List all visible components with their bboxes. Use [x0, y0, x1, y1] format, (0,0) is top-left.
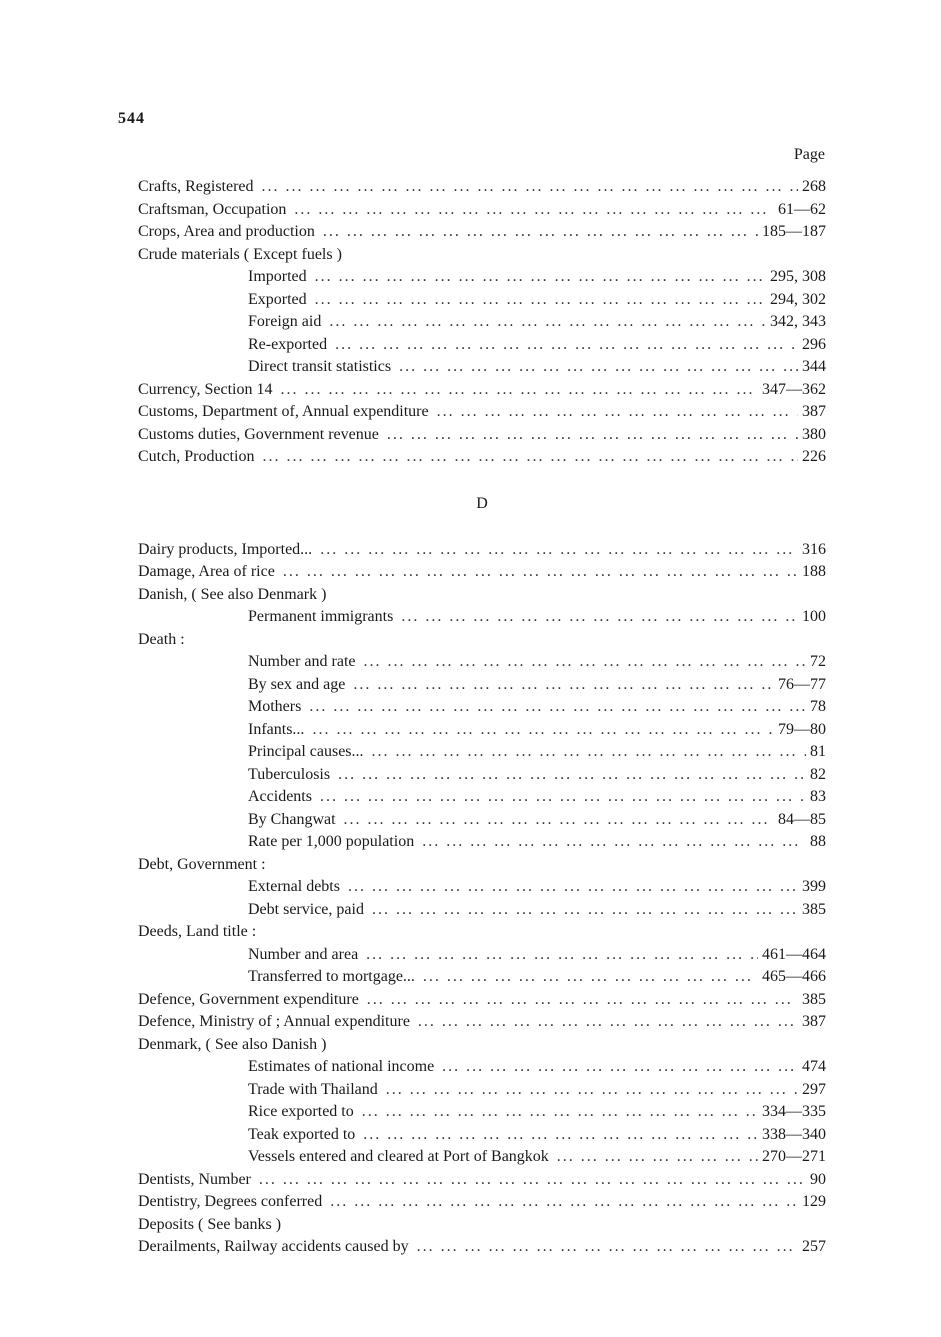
entry-label: Number and rate: [248, 653, 356, 670]
index-entry: [138, 1011, 826, 1034]
entry-page: 297: [802, 1080, 826, 1098]
dot-leader: [329, 311, 766, 334]
entry-label: Foreign aid: [248, 313, 322, 330]
index-subentry: [138, 831, 826, 854]
entry-page: 79—80: [778, 720, 826, 738]
dot-leader: [372, 741, 806, 764]
dot-leader: [437, 401, 798, 424]
entry-label: Rice exported to: [248, 1103, 354, 1120]
entry-label: Exported: [248, 290, 307, 308]
dot-leader: [399, 356, 798, 379]
index-subentry: [138, 356, 826, 379]
entry-page: 83: [810, 788, 826, 805]
index-subentry: [138, 289, 826, 312]
index-subentry: [138, 741, 826, 764]
entry-label: Dairy products, Imported...: [138, 540, 313, 558]
entry-label: By sex and age: [248, 675, 346, 693]
entry-page: 61—62: [778, 200, 826, 218]
dot-leader: [362, 1101, 758, 1124]
index-entry: [138, 221, 826, 244]
entry-page: 76—77: [778, 675, 826, 693]
dot-leader: [262, 176, 798, 199]
index-subentry: [138, 334, 826, 357]
dot-leader: [418, 1011, 798, 1034]
dot-leader: [338, 764, 806, 787]
entry-page: 380: [802, 425, 826, 443]
index-entry: [138, 1236, 826, 1259]
entry-label: Dentistry, Degrees conferred: [138, 1193, 323, 1210]
index-subentry: [138, 786, 826, 809]
index-subentry: [138, 696, 826, 719]
index-entry: [138, 1191, 826, 1214]
entry-page: 344: [802, 358, 826, 375]
index-entry: [138, 401, 826, 424]
entry-page: 90: [810, 1170, 826, 1188]
dot-leader: [372, 899, 798, 922]
dot-leader: [312, 719, 774, 742]
section-d: [138, 539, 826, 1259]
index-subentry: [138, 674, 826, 697]
index-heading: Death :: [138, 630, 185, 648]
index-subentry: [138, 1056, 826, 1079]
index-subentry: [138, 311, 826, 334]
entry-label: Customs duties, Government revenue: [138, 425, 379, 443]
entry-page: 72: [810, 653, 826, 670]
dot-leader: [348, 876, 798, 899]
index-entry: [138, 989, 826, 1012]
dot-leader: [417, 1236, 798, 1259]
entry-label: Vessels entered and cleared at Port of Bangkok: [248, 1148, 549, 1165]
entry-label: Customs, Department of, Annual expenditure: [138, 403, 429, 420]
index-subentry: [138, 1101, 826, 1124]
entry-label: Crops, Area and production: [138, 223, 315, 240]
index-entry: [138, 176, 826, 199]
index-heading: Deposits ( See banks ): [138, 1215, 282, 1233]
dot-leader: [335, 334, 798, 357]
entry-page: 342, 343: [770, 313, 826, 330]
dot-leader: [330, 1191, 798, 1214]
entry-page: 316: [802, 540, 826, 558]
dot-leader: [353, 674, 774, 697]
entry-page: 81: [810, 743, 826, 760]
entry-page: 295, 308: [770, 268, 826, 285]
entry-page: 334—335: [762, 1103, 826, 1120]
index-entry: [138, 561, 826, 584]
entry-page: 268: [802, 178, 826, 195]
section-letter-d: D: [476, 494, 488, 512]
entry-page: 82: [810, 765, 826, 783]
section-c: [138, 176, 826, 469]
index-subentry: [138, 719, 826, 742]
entry-page: 226: [802, 448, 826, 465]
dot-leader: [320, 539, 798, 562]
dot-leader: [309, 696, 806, 719]
entry-label: Teak exported to: [248, 1125, 356, 1143]
index-subentry: [138, 809, 826, 832]
index-subentry: [138, 899, 826, 922]
entry-page: 78: [810, 698, 826, 715]
dot-leader: [401, 606, 798, 629]
entry-label: Crafts, Registered: [138, 178, 254, 195]
dot-leader: [364, 651, 806, 674]
entry-label: Craftsman, Occupation: [138, 200, 287, 218]
entry-label: Currency, Section 14: [138, 380, 273, 398]
index-subentry: [138, 266, 826, 289]
dot-leader: [323, 221, 758, 244]
index-heading: Deeds, Land title :: [138, 923, 257, 940]
entry-label: Cutch, Production: [138, 448, 255, 465]
entry-label: Dentists, Number: [138, 1170, 251, 1188]
dot-leader: [315, 266, 766, 289]
index-subentry: [138, 764, 826, 787]
entry-page: 461—464: [762, 945, 826, 963]
entry-label: Accidents: [248, 788, 312, 805]
page-column-label: Page: [793, 146, 825, 163]
index-subentry: [138, 651, 826, 674]
index-heading: Danish, ( See also Denmark ): [138, 585, 327, 603]
entry-page: 84—85: [778, 810, 826, 828]
entry-page: 88: [810, 833, 826, 850]
entry-page: 385: [802, 900, 826, 918]
dot-leader: [280, 379, 758, 402]
entry-page: 270—271: [762, 1148, 826, 1165]
entry-label: Defence, Ministry of ; Annual expenditure: [138, 1013, 410, 1030]
index-subentry: [138, 966, 826, 989]
entry-label: Mothers: [248, 698, 302, 715]
entry-label: Tuberculosis: [248, 765, 331, 783]
index-heading: Crude materials ( Except fuels ): [138, 245, 342, 263]
entry-page: 185—187: [762, 223, 826, 240]
index-entry: [138, 199, 826, 222]
dot-leader: [387, 424, 798, 447]
index-subentry: [138, 1146, 826, 1169]
dot-leader: [262, 446, 798, 469]
index-subentry: [138, 944, 826, 967]
dot-leader: [315, 289, 766, 312]
entry-label: Permanent immigrants: [248, 608, 394, 625]
entry-page: 188: [802, 563, 826, 580]
dot-leader: [320, 786, 806, 809]
index-subentry: [138, 1124, 826, 1147]
index-entry: [138, 446, 826, 469]
dot-leader: [259, 1169, 806, 1192]
dot-leader: [363, 1124, 758, 1147]
index-entry: [138, 379, 826, 402]
entry-label: Trade with Thailand: [248, 1080, 378, 1098]
entry-label: Infants...: [248, 720, 305, 738]
entry-label: Estimates of national income: [248, 1058, 435, 1075]
entry-label: Imported: [248, 268, 307, 285]
entry-label: External debts: [248, 878, 340, 895]
dot-leader: [442, 1056, 798, 1079]
index-list: [138, 176, 826, 1259]
entry-page: 385: [802, 990, 826, 1008]
dot-leader: [283, 561, 798, 584]
index-subentry: [138, 876, 826, 899]
entry-page: 387: [802, 1013, 826, 1030]
dot-leader: [294, 199, 774, 222]
entry-page: 129: [802, 1193, 826, 1210]
entry-page: 296: [802, 335, 826, 353]
index-entry: [138, 424, 826, 447]
index-heading: Debt, Government :: [138, 855, 266, 873]
dot-leader: [367, 989, 798, 1012]
entry-label: Number and area: [248, 945, 359, 963]
index-entry: [138, 539, 826, 562]
entry-label: Rate per 1,000 population: [248, 833, 415, 850]
entry-label: Defence, Government expenditure: [138, 990, 359, 1008]
dot-leader: [422, 831, 806, 854]
entry-page: 387: [802, 403, 826, 420]
entry-label: Damage, Area of rice: [138, 563, 275, 580]
index-entry: [138, 1169, 826, 1192]
entry-label: Transferred to mortgage...: [248, 968, 415, 985]
dot-leader: [344, 809, 774, 832]
entry-label: Debt service, paid: [248, 900, 364, 918]
entry-page: 294, 302: [770, 290, 826, 308]
entry-page: 465—466: [762, 968, 826, 985]
entry-page: 338—340: [762, 1125, 826, 1143]
dot-leader: [557, 1146, 758, 1169]
index-subentry: [138, 1079, 826, 1102]
entry-label: Direct transit statistics: [248, 358, 392, 375]
dot-leader: [386, 1079, 798, 1102]
index-subentry: [138, 606, 826, 629]
page-number: 544: [118, 110, 145, 127]
dot-leader: [423, 966, 758, 989]
entry-label: By Changwat: [248, 810, 336, 828]
entry-label: Re-exported: [248, 335, 328, 353]
entry-page: 474: [802, 1058, 826, 1075]
dot-leader: [366, 944, 758, 967]
entry-page: 100: [802, 608, 826, 625]
entry-label: Principal causes...: [248, 743, 364, 760]
entry-page: 257: [802, 1238, 826, 1255]
index-heading: Denmark, ( See also Danish ): [138, 1035, 327, 1053]
entry-page: 399: [802, 878, 826, 895]
entry-label: Derailments, Railway accidents caused by: [138, 1238, 409, 1255]
entry-page: 347—362: [762, 380, 826, 398]
